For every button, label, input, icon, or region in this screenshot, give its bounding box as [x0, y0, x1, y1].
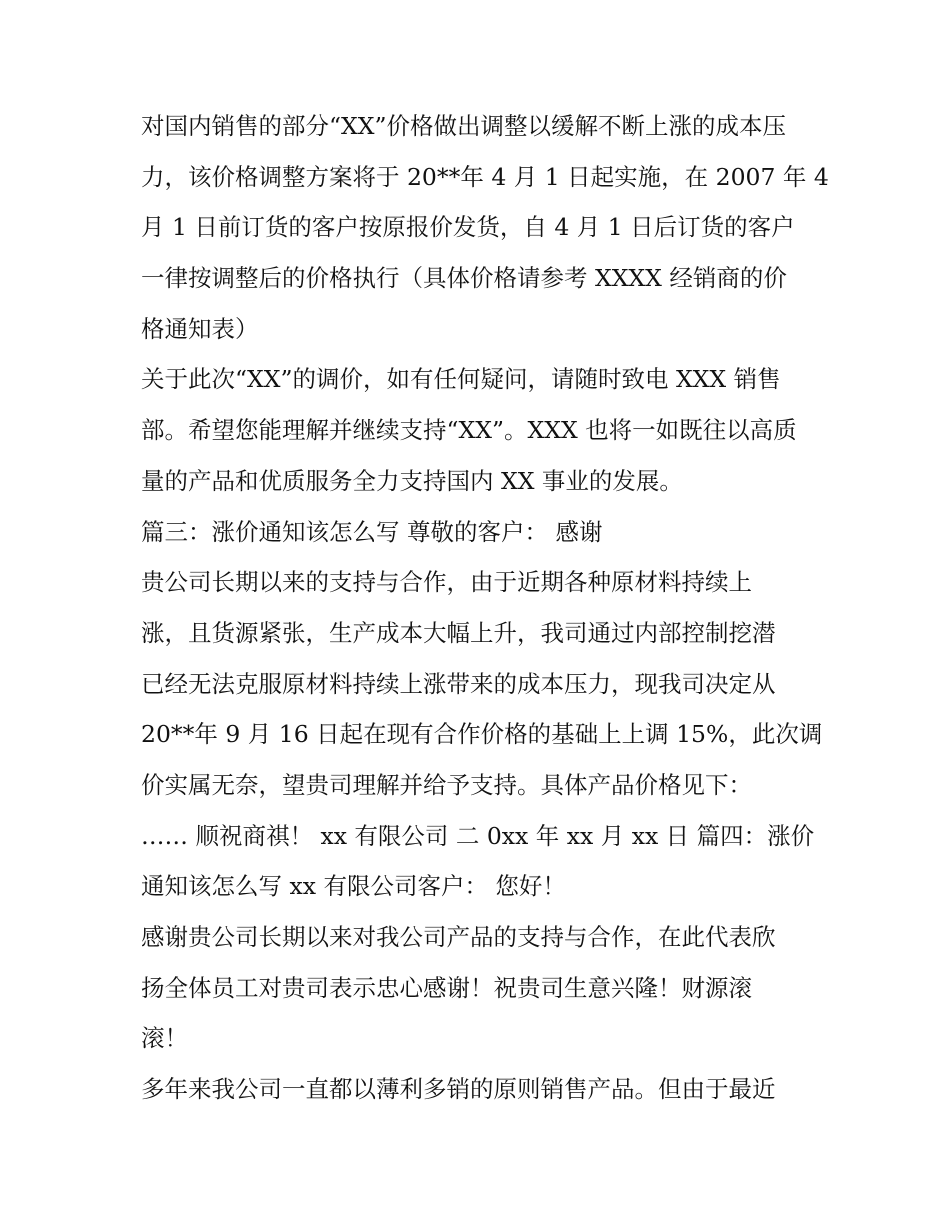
text-line: …… 顺祝商祺！ xx 有限公司 二 0xx 年 xx 月 xx 日 篇四：涨价 [141, 821, 815, 850]
text-line: 部。希望您能理解并继续支持“XX”。XXX 也将一如既往以高质 [141, 416, 797, 445]
section-heading-line: 篇三：涨价通知该怎么写 尊敬的客户： 感谢 [141, 517, 603, 546]
text-line: 已经无法克服原材料持续上涨带来的成本压力，现我司决定从 [141, 669, 776, 698]
text-line: 扬全体员工对贵司表示忠心感谢！祝贵司生意兴隆！财源滚 [141, 973, 752, 1002]
text-line: 一律按调整后的价格执行（具体价格请参考 XXXX 经销商的价 [141, 264, 787, 293]
text-line: 感谢贵公司长期以来对我公司产品的支持与合作，在此代表欣 [141, 923, 776, 951]
text-line: 通知该怎么写 xx 有限公司客户： 您好！ [141, 872, 566, 901]
text-line: 量的产品和优质服务全力支持国内 XX 事业的发展。 [141, 466, 683, 495]
text-line: 价实属无奈，望贵司理解并给予支持。具体产品价格见下： [141, 770, 752, 799]
text-line: 20**年 9 月 16 日起在现有合作价格的基础上上调 15%，此次调 [141, 720, 823, 749]
text-line: 格通知表） [141, 314, 259, 343]
document-body [141, 101, 829, 1115]
text-line: 滚！ [141, 1024, 188, 1053]
text-line: 月 1 日前订货的客户按原报价发货，自 4 月 1 日后订货的客户 [141, 213, 795, 242]
text-line: 关于此次“XX”的调价，如有任何疑问，请随时致电 XXX 销售 [141, 365, 781, 394]
text-line: 多年来我公司一直都以薄利多销的原则销售产品。但由于最近 [141, 1075, 776, 1104]
text-line: 贵公司长期以来的支持与合作，由于近期各种原材料持续上 [141, 568, 752, 597]
text-line: 涨，且货源紧张，生产成本大幅上升，我司通过内部控制挖潜 [141, 618, 776, 647]
text-line: 力，该价格调整方案将于 20**年 4 月 1 日起实施，在 2007 年 4 [141, 162, 829, 191]
text-line: 对国内销售的部分“XX”价格做出调整以缓解不断上涨的成本压 [141, 112, 786, 140]
